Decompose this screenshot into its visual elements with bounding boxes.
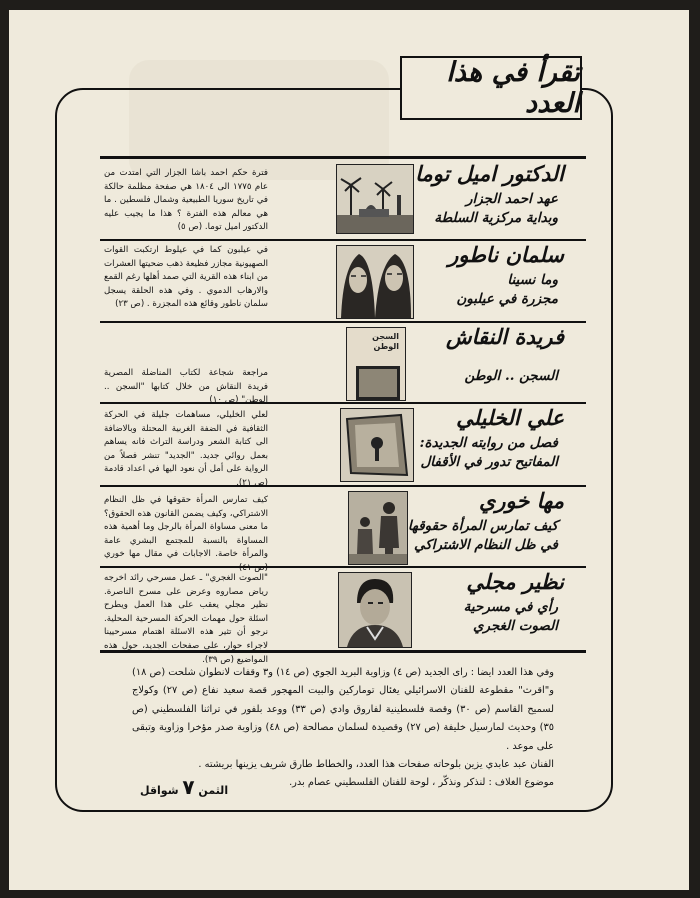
article-title-line: السجن .. الوطن (464, 368, 558, 384)
book-cover-title: السجن الوطن (372, 332, 399, 351)
article-image (336, 164, 414, 234)
article-image (346, 327, 406, 401)
more-contents-text: وفي هذا العدد ايضا : راى الجديد (ص ٤) وزاوية البريد الجوي (ص ١٤) و٣ وقفات لانطوان شلحت (ص ١٨) و"اقرث" مقطوعة للفنان الاسرائيلي يغئال توماركين والبيت المهجور قصة سعيد نفاع (ص ٢٧) وكولاج لسميح القاسم (ص ٣٠) وقصة فلسطينية لفاروق وادي (ص ٣٣) ووعد بلفور في تراثنا الفلسطيني (ص ٣٥) وحديث لمارسيل خليفة (ص ٢٧) وقصيدة لسلمان مصالحة (ص ٤٨) وزاوية صدر مؤخرا وزاوية وتبقى على موعد . (132, 667, 555, 752)
article-title-line: عهد احمد الجزار (465, 191, 558, 207)
contents-header (400, 56, 582, 120)
article-title-line: في ظل النظام الاشتراكي (414, 537, 558, 553)
man-portrait-photo (339, 573, 411, 647)
article-row (100, 404, 586, 488)
article-title-line: الصوت الغجري (472, 618, 558, 634)
more-contents (132, 664, 554, 793)
price (140, 775, 228, 799)
article-title-line: وما نسينا (507, 272, 558, 288)
mosque-palms-illustration (337, 165, 413, 233)
article-image (336, 245, 414, 319)
article-row (100, 323, 586, 406)
article-image (338, 572, 412, 648)
book-key-illustration (341, 409, 413, 481)
price-value: ٧ (182, 775, 195, 799)
article-author: نظير مجلي (466, 569, 564, 594)
article-title-line: فصل من روايته الجديدة: (419, 435, 558, 451)
article-description: في عيلبون كما في عيلوط ارتكبت القوات الصهيونية مجازر فظيعة ذهب ضحيتها العشرات من ابناء هذه القرية التي صمد أهلها رغم القمع والارهاب الدموي . وفي هذه الحلقة يسجل سلمان ناطور وقائع هذه المجزرة . (ص ٢٣) (104, 245, 268, 310)
article-title-line: المفاتيح تدور في الأقفال (420, 454, 558, 470)
article-description: مراجعة شجاعة لكتاب المناضلة المصرية فريدة النقاش من خلال كتابها "السجن .. الوطن" (ص ١٠) (104, 368, 268, 406)
article-row (100, 487, 586, 573)
article-image (348, 491, 408, 565)
women-portraits-drawing (337, 246, 413, 318)
article-image (340, 408, 414, 482)
article-author: سلمان ناطور (448, 242, 564, 267)
book-cover-window (356, 366, 400, 400)
article-row (100, 568, 586, 665)
cover-credit: موضوع الغلاف : لنذكر ونذكّر ، لوحة للفنان الفلسطيني عصام بدر. (289, 777, 554, 789)
article-description: فترة حكم احمد باشا الجزار التي امتدت من عام ١٧٧٥ الى ١٨٠٤ هي صفحة مظلمة حالكة في تاريخ سوريا الطبيعية وشمال فلسطين . ما هي معالم هذه الفترة ؟ هذا ما يجيب عليه الدكتور اميل توما. (ص ٥) (104, 168, 268, 233)
article-author: فريدة النقاش (445, 324, 564, 349)
article-author: مها خوري (478, 488, 564, 513)
article-row (100, 241, 586, 320)
article-description: "الصوت الغجري" ـ عمل مسرحي رائد اخرجه رياض مصاروه وعرض على مسرح الناصرة. نظير مجلي يعقب على هذا العمل ويطرح اسئلة حول مهمات الحركة المسرحية المحلية. نرجو أن تثير هذه الاسئلة اهتمام مسرحيينا لاجراء حوار، على صفحات الجديد، حول هذه المواضيع (ص ٣٩). (104, 573, 268, 665)
article-title-line: كيف تمارس المرأة حقوقها (407, 518, 558, 534)
contents-title: تقرأ في هذا العدد (446, 57, 580, 119)
article-author: علي الخليلي (456, 405, 564, 430)
figures-photo (349, 492, 407, 564)
price-unit: شواقل (140, 784, 179, 797)
article-title-line: رأي في مسرحية (463, 599, 558, 615)
article-row (100, 158, 586, 238)
price-label: الثمن (198, 784, 229, 797)
article-title-line: مجزرة في عيلبون (456, 291, 558, 307)
artist-credit: الفنان عبد عابدي يزين بلوحاته صفحات هذا العدد، والخطاط طارق شريف يزينها بريشته . (198, 759, 554, 771)
article-author: الدكتور اميل توما (415, 161, 564, 186)
article-title-line: وبداية مركزية السلطة (434, 210, 558, 226)
article-description: كيف تمارس المرأة حقوقها في ظل النظام الاشتراكي، وكيف يضمن القانون هذه الحقوق؟ ما معنى مساواة المرأة بالرجل وما أهمية هذه المساواة بالنسبة للمجتمع البشري عامة والمرأة خاصة. الاجابات في مقال مها خوري (ص ٤١) (104, 495, 268, 573)
article-description: لعلي الخليلي، مساهمات جليلة في الحركة الثقافية في الضفة الغربية المحتلة وبالاضافة الى كتابة الشعر ودراسة التراث فانه يساهم بعمل روائي جديد. "الجديد" تنشر فصلاً من الرواية على أمل أن نعود اليها في اعداد قادمة (ص ٢١). (104, 410, 268, 488)
